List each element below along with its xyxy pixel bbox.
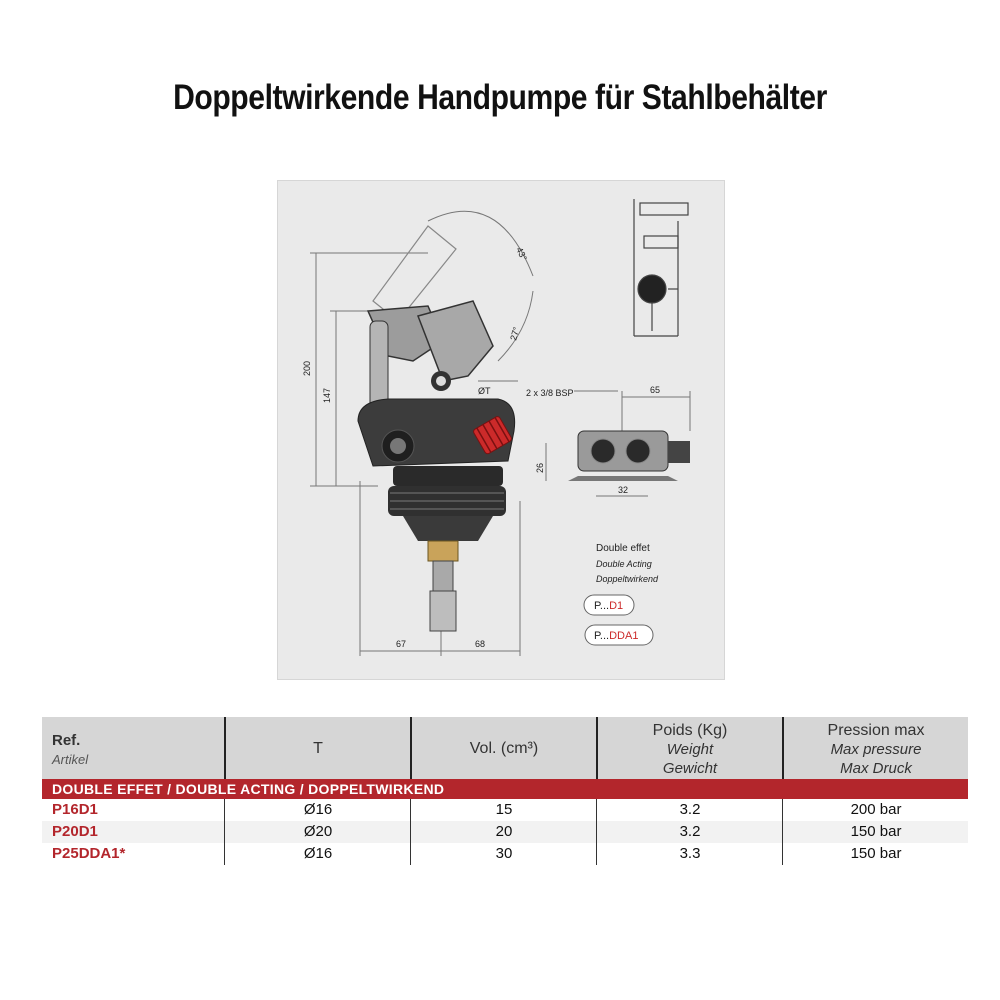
row-divider bbox=[596, 799, 597, 821]
row-divider bbox=[596, 821, 597, 843]
cell-pressure: 150 bar bbox=[850, 823, 902, 840]
cell-vol: 20 bbox=[495, 823, 513, 840]
dim-67-label: 67 bbox=[396, 639, 407, 649]
pump-body bbox=[358, 301, 515, 631]
header-ref-label: Ref. bbox=[52, 732, 81, 749]
cell-weight: 3.2 bbox=[679, 823, 701, 840]
table-row bbox=[42, 799, 968, 821]
cell-ref: P20D1 bbox=[52, 823, 98, 840]
dim-t-label: ØT bbox=[478, 386, 491, 396]
cell-ref: P16D1 bbox=[52, 801, 98, 818]
code-dda1-prefix: P... bbox=[594, 630, 610, 642]
row-divider bbox=[782, 799, 783, 821]
cell-vol: 15 bbox=[495, 801, 513, 818]
dim-32-label: 32 bbox=[618, 485, 629, 495]
cell-weight: 3.2 bbox=[679, 801, 701, 818]
cell-weight: 3.3 bbox=[679, 845, 701, 862]
row-divider bbox=[782, 843, 783, 865]
dim-43-label: 43° bbox=[514, 245, 530, 263]
spec-table bbox=[42, 717, 968, 865]
section-bar: DOUBLE EFFET / DOUBLE ACTING / DOPPELTWIRKEND bbox=[42, 779, 968, 799]
cell-t: Ø16 bbox=[303, 845, 333, 862]
code-d1 bbox=[594, 600, 623, 612]
dim-65-label: 65 bbox=[650, 385, 661, 395]
table-row bbox=[42, 843, 968, 865]
header-weight bbox=[598, 721, 782, 778]
port-label: 2 x 3/8 BSP bbox=[526, 388, 574, 398]
technical-drawing bbox=[277, 180, 725, 680]
row-divider bbox=[410, 799, 411, 821]
dim-26-label: 26 bbox=[535, 462, 545, 473]
row-divider bbox=[782, 821, 783, 843]
header-weight-en: Weight bbox=[666, 741, 714, 758]
header-pressure-en: Max pressure bbox=[830, 741, 922, 758]
header-t: T bbox=[313, 740, 323, 757]
header-ref-sub: Artikel bbox=[52, 752, 89, 767]
hydraulic-schematic bbox=[634, 199, 688, 336]
row-divider bbox=[410, 843, 411, 865]
page-title: Doppeltwirkende Handpumpe für Stahlbehälter bbox=[173, 78, 827, 117]
table-row bbox=[42, 821, 968, 843]
row-divider bbox=[224, 799, 225, 821]
row-divider bbox=[224, 821, 225, 843]
row-divider bbox=[410, 821, 411, 843]
cell-t: Ø16 bbox=[303, 801, 333, 818]
port-block bbox=[568, 431, 690, 481]
cell-pressure: 200 bar bbox=[850, 801, 902, 818]
header-pressure-de: Max Druck bbox=[840, 760, 912, 777]
code-dda1-suffix: DDA1 bbox=[609, 630, 639, 642]
code-dda1 bbox=[594, 630, 638, 642]
dim-200-label: 200 bbox=[302, 360, 312, 376]
cell-vol: 30 bbox=[495, 845, 513, 862]
cell-pressure: 150 bar bbox=[850, 845, 902, 862]
cell-ref: P25DDA1* bbox=[52, 845, 126, 862]
code-d1-prefix: P... bbox=[594, 600, 610, 612]
code-d1-suffix: D1 bbox=[609, 600, 624, 612]
cell-t: Ø20 bbox=[303, 823, 333, 840]
legend-fr: Double effet bbox=[596, 543, 650, 554]
dim-147-label: 147 bbox=[322, 387, 332, 403]
dim-27-label: 27° bbox=[508, 325, 522, 342]
legend-en: Double Acting bbox=[596, 559, 652, 569]
header-pressure-fr: Pression max bbox=[827, 722, 925, 739]
header-weight-de: Gewicht bbox=[662, 760, 718, 777]
header-vol: Vol. (cm³) bbox=[469, 740, 539, 757]
pump-drawing-svg bbox=[278, 181, 726, 681]
dim-68-label: 68 bbox=[475, 639, 486, 649]
row-divider bbox=[224, 843, 225, 865]
header-weight-fr: Poids (Kg) bbox=[652, 722, 728, 739]
legend-de: Doppeltwirkend bbox=[596, 574, 659, 584]
row-divider bbox=[596, 843, 597, 865]
header-pressure bbox=[784, 721, 968, 778]
table-header bbox=[42, 717, 968, 779]
header-ref bbox=[52, 731, 222, 769]
